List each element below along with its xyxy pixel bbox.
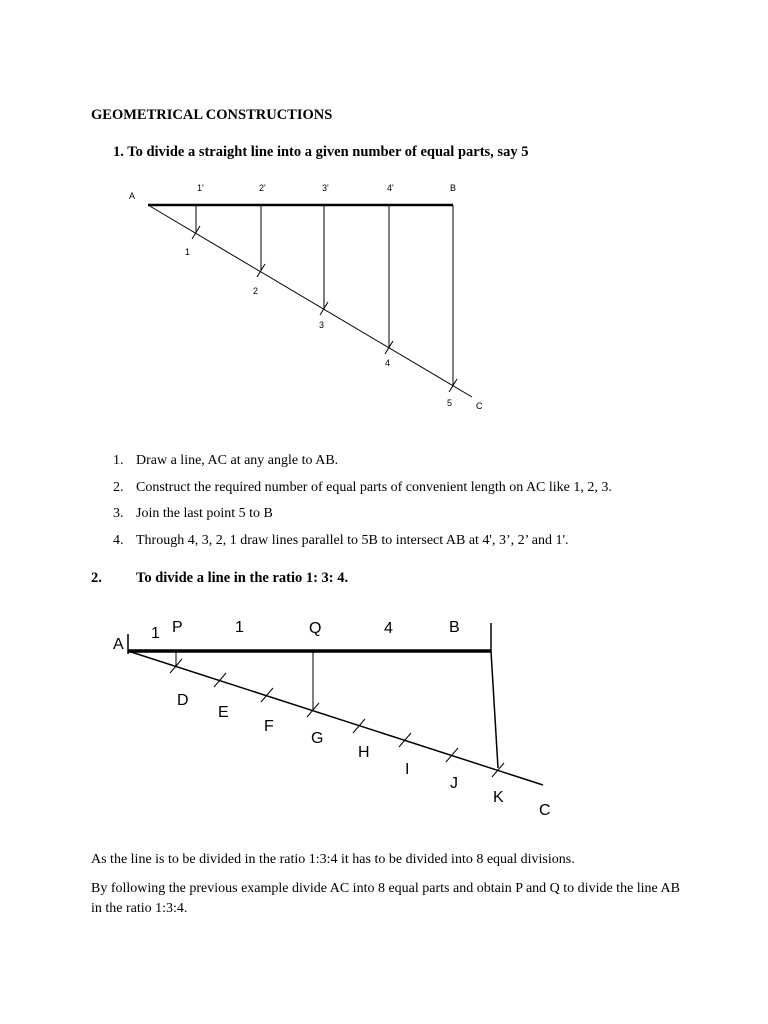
label-ratio-1b: 1: [235, 619, 244, 636]
section2-number: 2.: [91, 570, 102, 586]
label-i: I: [405, 761, 410, 778]
label-ratio-4: 4: [384, 620, 393, 637]
label-a2: A: [113, 636, 124, 653]
label-4prime: 4': [387, 183, 394, 193]
label-k: K: [493, 789, 504, 806]
section1-heading: 1. To divide a straight line into a given number of equal parts, say 5: [113, 144, 529, 160]
step-4: 4. Through 4, 3, 2, 1 draw lines parallel to 5B to intersect AB at 4', 3’, 2’ and 1'.: [113, 533, 569, 548]
paragraph-instructions: By following the previous example divide AC into 8 equal parts and obtain P and Q to divide the line AB in the ratio 1:3:4.: [91, 881, 680, 916]
label-c: C: [476, 401, 483, 411]
step-2: 2. Construct the required number of equal parts of convenient length on AC like 1, 2, 3.: [113, 480, 612, 495]
label-g: G: [311, 730, 324, 747]
label-a: A: [129, 191, 136, 201]
label-d: D: [177, 692, 189, 709]
label-2prime: 2': [259, 183, 266, 193]
step-3: 3. Join the last point 5 to B: [113, 506, 273, 521]
label-b2: B: [449, 619, 460, 636]
label-h: H: [358, 744, 370, 761]
tick-h: [353, 719, 365, 733]
line-bk: [491, 651, 498, 768]
page-title: GEOMETRICAL CONSTRUCTIONS: [91, 107, 333, 123]
label-4: 4: [385, 358, 391, 368]
label-5: 5: [447, 398, 453, 408]
section2-heading: To divide a line in the ratio 1: 3: 4.: [136, 570, 349, 586]
label-q: Q: [309, 620, 322, 637]
paragraph-ratio-explanation: As the line is to be divided in the ratio 1:3:4 it has to be divided into 8 equal divisions.: [91, 852, 575, 867]
label-ratio-1a: 1: [151, 625, 160, 642]
label-b: B: [450, 183, 457, 193]
label-3prime: 3': [322, 183, 329, 193]
label-2: 2: [253, 286, 259, 296]
label-1prime: 1': [197, 183, 204, 193]
label-c2: C: [539, 802, 551, 819]
label-j: J: [450, 775, 458, 792]
label-p: P: [172, 619, 183, 636]
label-e: E: [218, 704, 229, 721]
label-f: F: [264, 718, 274, 735]
label-1: 1: [185, 247, 191, 257]
line-ac-ratio: [128, 651, 543, 785]
tick-i: [399, 733, 411, 747]
label-3: 3: [319, 320, 325, 330]
step-1: 1. Draw a line, AC at any angle to AB.: [113, 453, 339, 468]
